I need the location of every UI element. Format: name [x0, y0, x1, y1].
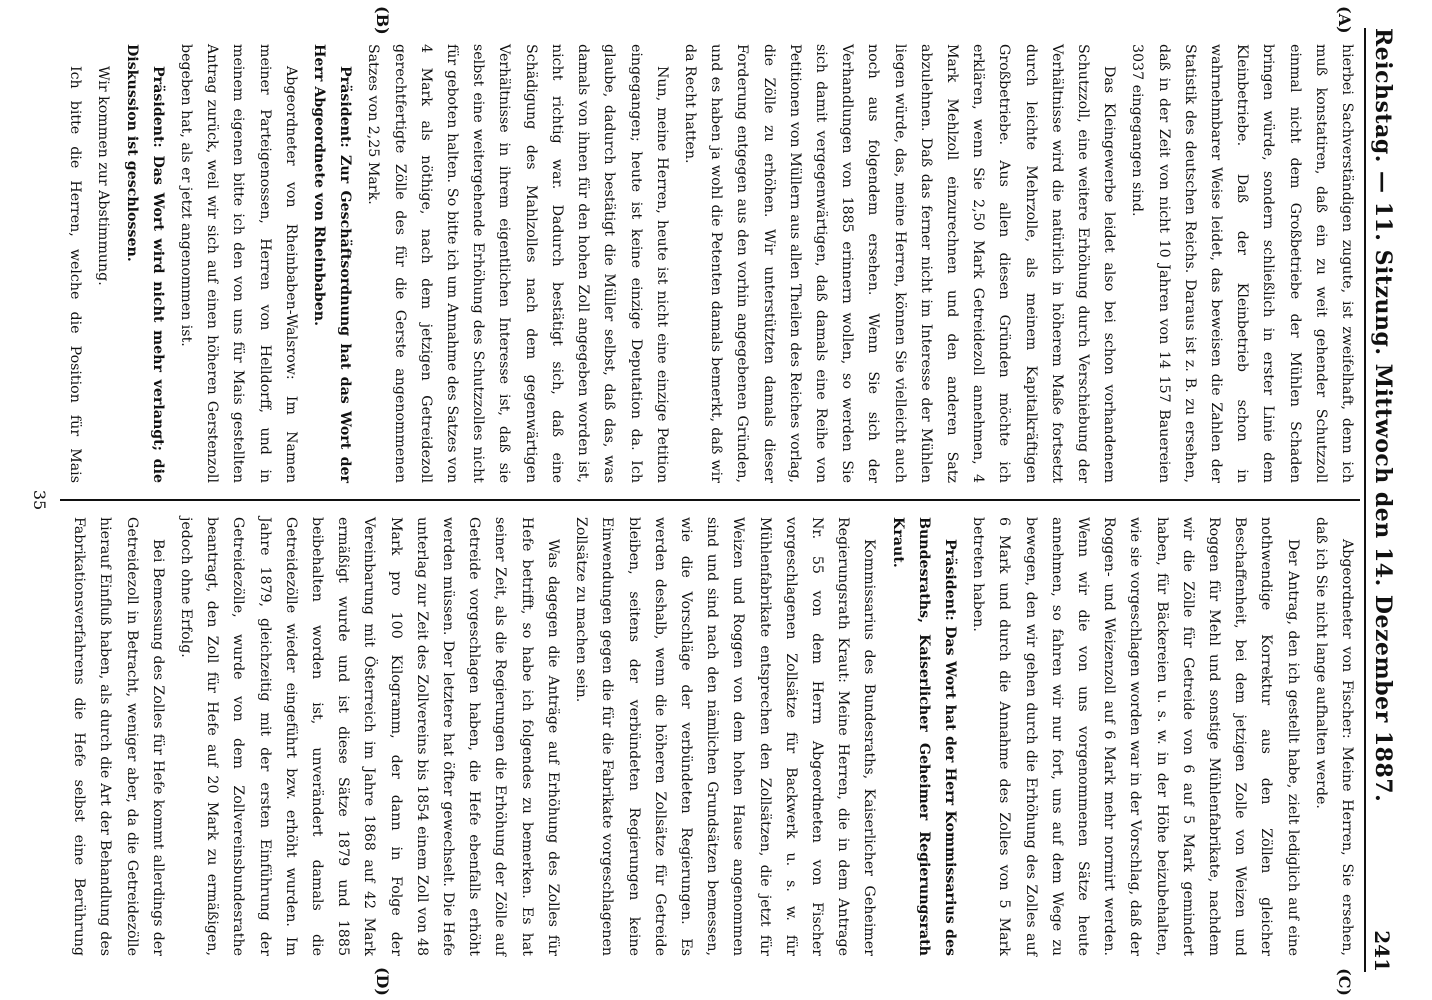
text-columns: [60, 28, 1360, 972]
paragraph: Der Antrag, den ich gestellt habe, zielt lediglich auf eine nothwendige Korrektur aus den Zöllen gleicher Beschaffenheit, bei dem jetzigen Zolle von Weizen und Roggen für Mehl und sonstige Mühlenfabrikate, nachdem wir die Zölle für Getreide von 6 auf 5 Mark gemindert haben, für Bäckereien u. s. w. in der Höhe beizubehalten, wie sie vorgeschlagen worden war in der Vorschlag, daß der Roggen- und Weizenzoll auf 6 Mark mehr normirt werden. Wenn wir die von uns vorgenommenen Sätze heute annehmen, so fahren wir nur fort, uns auf dem Wege zu bewegen, den wir gehen durch die Erhöhung des Zolles auf 6 Mark und durch die Annahme des Zolles von 5 Mark betreten haben.: [970, 517, 1301, 956]
paragraph: hierbei Sachverständigen zugute, ist zweifelhaft, denn ich muß konstatiren, daß ein zu weit gehender Schutzzoll einmal nicht dem Großbetriebe der Mühlen Schaden bringen würde, sondern schließlich in erster Linie dem Kleinbetriebe. Daß der Kleinbetrieb schon in wahrnehmbarer Weise leidet, das beweisen die Zahlen der Statistik des deutschen Reichs. Daraus ist z. B. zu ersehen, daß in der Zeit von nicht 10 Jahren von 14 157 Bauereien 3037 eingegangen sind.: [1129, 44, 1355, 483]
speaker-paragraph: Präsident: Das Wort hat der Herr Kommissarius des Bundesraths, Kaiserlicher Geheimer Regierungsrath Kraut.: [889, 517, 958, 956]
paragraph: Abgeordneter von Fischer: Meine Herren, Sie ersehen, daß ich Sie nicht lange aufhalten werde.: [1312, 517, 1355, 956]
speaker-paragraph: Präsident: Das Wort wird nicht mehr verlangt; die Diskussion ist geschlossen.: [123, 44, 166, 483]
left-column: [60, 28, 1360, 499]
paragraph: Ich bitte die Herren, welche die Position für Mais: [67, 66, 84, 483]
paragraph: Abgeordneter von Rheinbaben-Walsrow: Im Namen meiner Parteigenossen, Herren von Helldorff, und in meinem eigenen bitte ich den von uns für Mais gestellten Antrag zurück, weil wir sich auf einen höheren Gerstenzoll begeben hat, als er jetzt angenommen ist.: [178, 44, 299, 483]
paragraph: Nun, meine Herren, heute ist nicht eine einzige Petition eingegangen; heute ist keine einzige Deputation da. Ich glaube, dadurch bestätigt die Müller selbst, daß das, was damals von ihnen für den hohen Zoll angegeben worden ist, nicht richtig war. Dadurch bestätigt sich, daß eine Schädigung des Mahlzolles nach dem gegenwärtigen Verhältnisse in ihrem eigentlichen Interesse ist, daß sie selbst eine weitergehende Erhöhung des Schutzzolles nicht für geboten halten. So bitte ich um Annahme des Satzes von 4 Mark als nöthige, nach dem jetzigen Getreidezoll gerechtfertigte Zölle des für die Gerste angenommenen Satzes von 2,25 Mark.: [365, 44, 670, 483]
paragraph: Kommissarius des Bundesraths, Kaiserlicher Geheimer Regierungsrath Kraut: Meine Herren, die in dem Antrage Nr. 55 von dem Herrn Abgeordneten von Fischer vorgeschlagenen Zollsätze für Backwerk u. s. w. für Mühlenfabrikate entsprechen den Zollsätzen, die jetzt für Weizen und Roggen von dem hohen Hause angenommen sind und sind nach den nämlichen Grundsätzen bemessen, wie die Vorschläge der verbündeten Regierungen. Es werden deshalb, wenn die höheren Zollsätze für Getreide bleiben, seitens der verbündeten Regierungen keine Einwendungen gegen die für die Fabrikate vorgeschlagenen Zollsätze zu machen sein.: [573, 517, 878, 956]
sheet-number: 35: [30, 489, 49, 511]
right-column: [60, 501, 1360, 972]
paragraph: Was dagegen die Anträge auf Erhöhung des Zolles für Hefe betrifft, so habe ich folgendes zu bemerken. Es hat seiner Zeit, als die Regierungen die Erhöhung der Zölle auf Getreide vorgeschlagen haben, die Hefe ebenfalls erhöht werden müssen. Der letztere hat öfter gewechselt. Die Hefe unterlag zur Zeit des Zollvereins bis 1854 einem Zoll von 48 Mark pro 100 Kilogramm, der dann in Folge der Vereinbarung mit Österreich im Jahre 1868 auf 42 Mark ermäßigt wurde und ist diese Sätze 1879 und 1885 beibehalten worden ist, unverändert damals die Getreidezölle wieder eingeführt bzw. erhöht wurden. Im Jahre 1879, gleichzeitig mit der ersten Einführung der Getreidezölle, wurde von dem Zollvereinsbundesrathe beantragt, den Zoll für Hefe auf 20 Mark zu ermäßigen, jedoch ohne Erfolg.: [178, 517, 561, 956]
paragraph: Bei Bemessung des Zolles für Hefe kommt allerdings der Getreidezoll in Betracht, weniger aber, da die Getreidezölle hierauf Einfluß haben, als durch die Art der Behandlung des Fabrikationsverfahrens die Hefe selbst eine Berührung: [71, 517, 166, 956]
paragraph: Wir kommen zur Abstimmung.: [95, 66, 112, 286]
margin-marker-d: (D): [373, 966, 392, 996]
page-header: [1364, 28, 1414, 972]
margin-marker-a: (A): [1335, 6, 1354, 34]
margin-marker-b: (B): [373, 6, 392, 35]
paragraph: Das Kleingewerbe leidet also bei schon vorhandenem Schutzzoll, eine weitere Erhöhung durch Verschiebung der Verhältnisse wird die natürlich in höherem Maße fortsetzt durch leichte Mehrzolle, als meinem Kapitalkräftigen Großbetriebe. Aus allen diesen Gründen möchte ich erklären, wenn Sie 2,50 Mark Getreidezoll annehmen, 4 Mark Mehlzoll einzurechnen und den anderen Satz abzulehnen. Daß das ferner nicht im Interesse der Mühlen liegen würde, das, meine Herren, können Sie vielleicht auch noch aus folgendem ersehen. Wenn Sie sich der Verhandlungen von 1885 erinnern wollen, so werden Sie sich damit vergegenwärtigen, daß damals eine Reihe von Petitionen von Müllern aus allen Theilen des Reiches vorlag, die Zölle zu erhöhen. Wir unterstützten damals dieser Forderung entgegen aus den vorhin angegebenen Gründen, und es haben ja wohl die Petenten damals bemerkt, daß wir da Recht hatten.: [681, 44, 1118, 483]
margin-marker-c: (C): [1335, 968, 1354, 996]
speaker-paragraph: Präsident: Zur Geschäftsordnung hat das Wort der Herr Abgeordnete von Rheinbaben.: [311, 44, 354, 483]
page-number: 241: [1370, 930, 1394, 972]
running-title: Reichstag. — 11. Sitzung. Mittwoch den 14. Dezember 1887.: [1370, 28, 1396, 803]
